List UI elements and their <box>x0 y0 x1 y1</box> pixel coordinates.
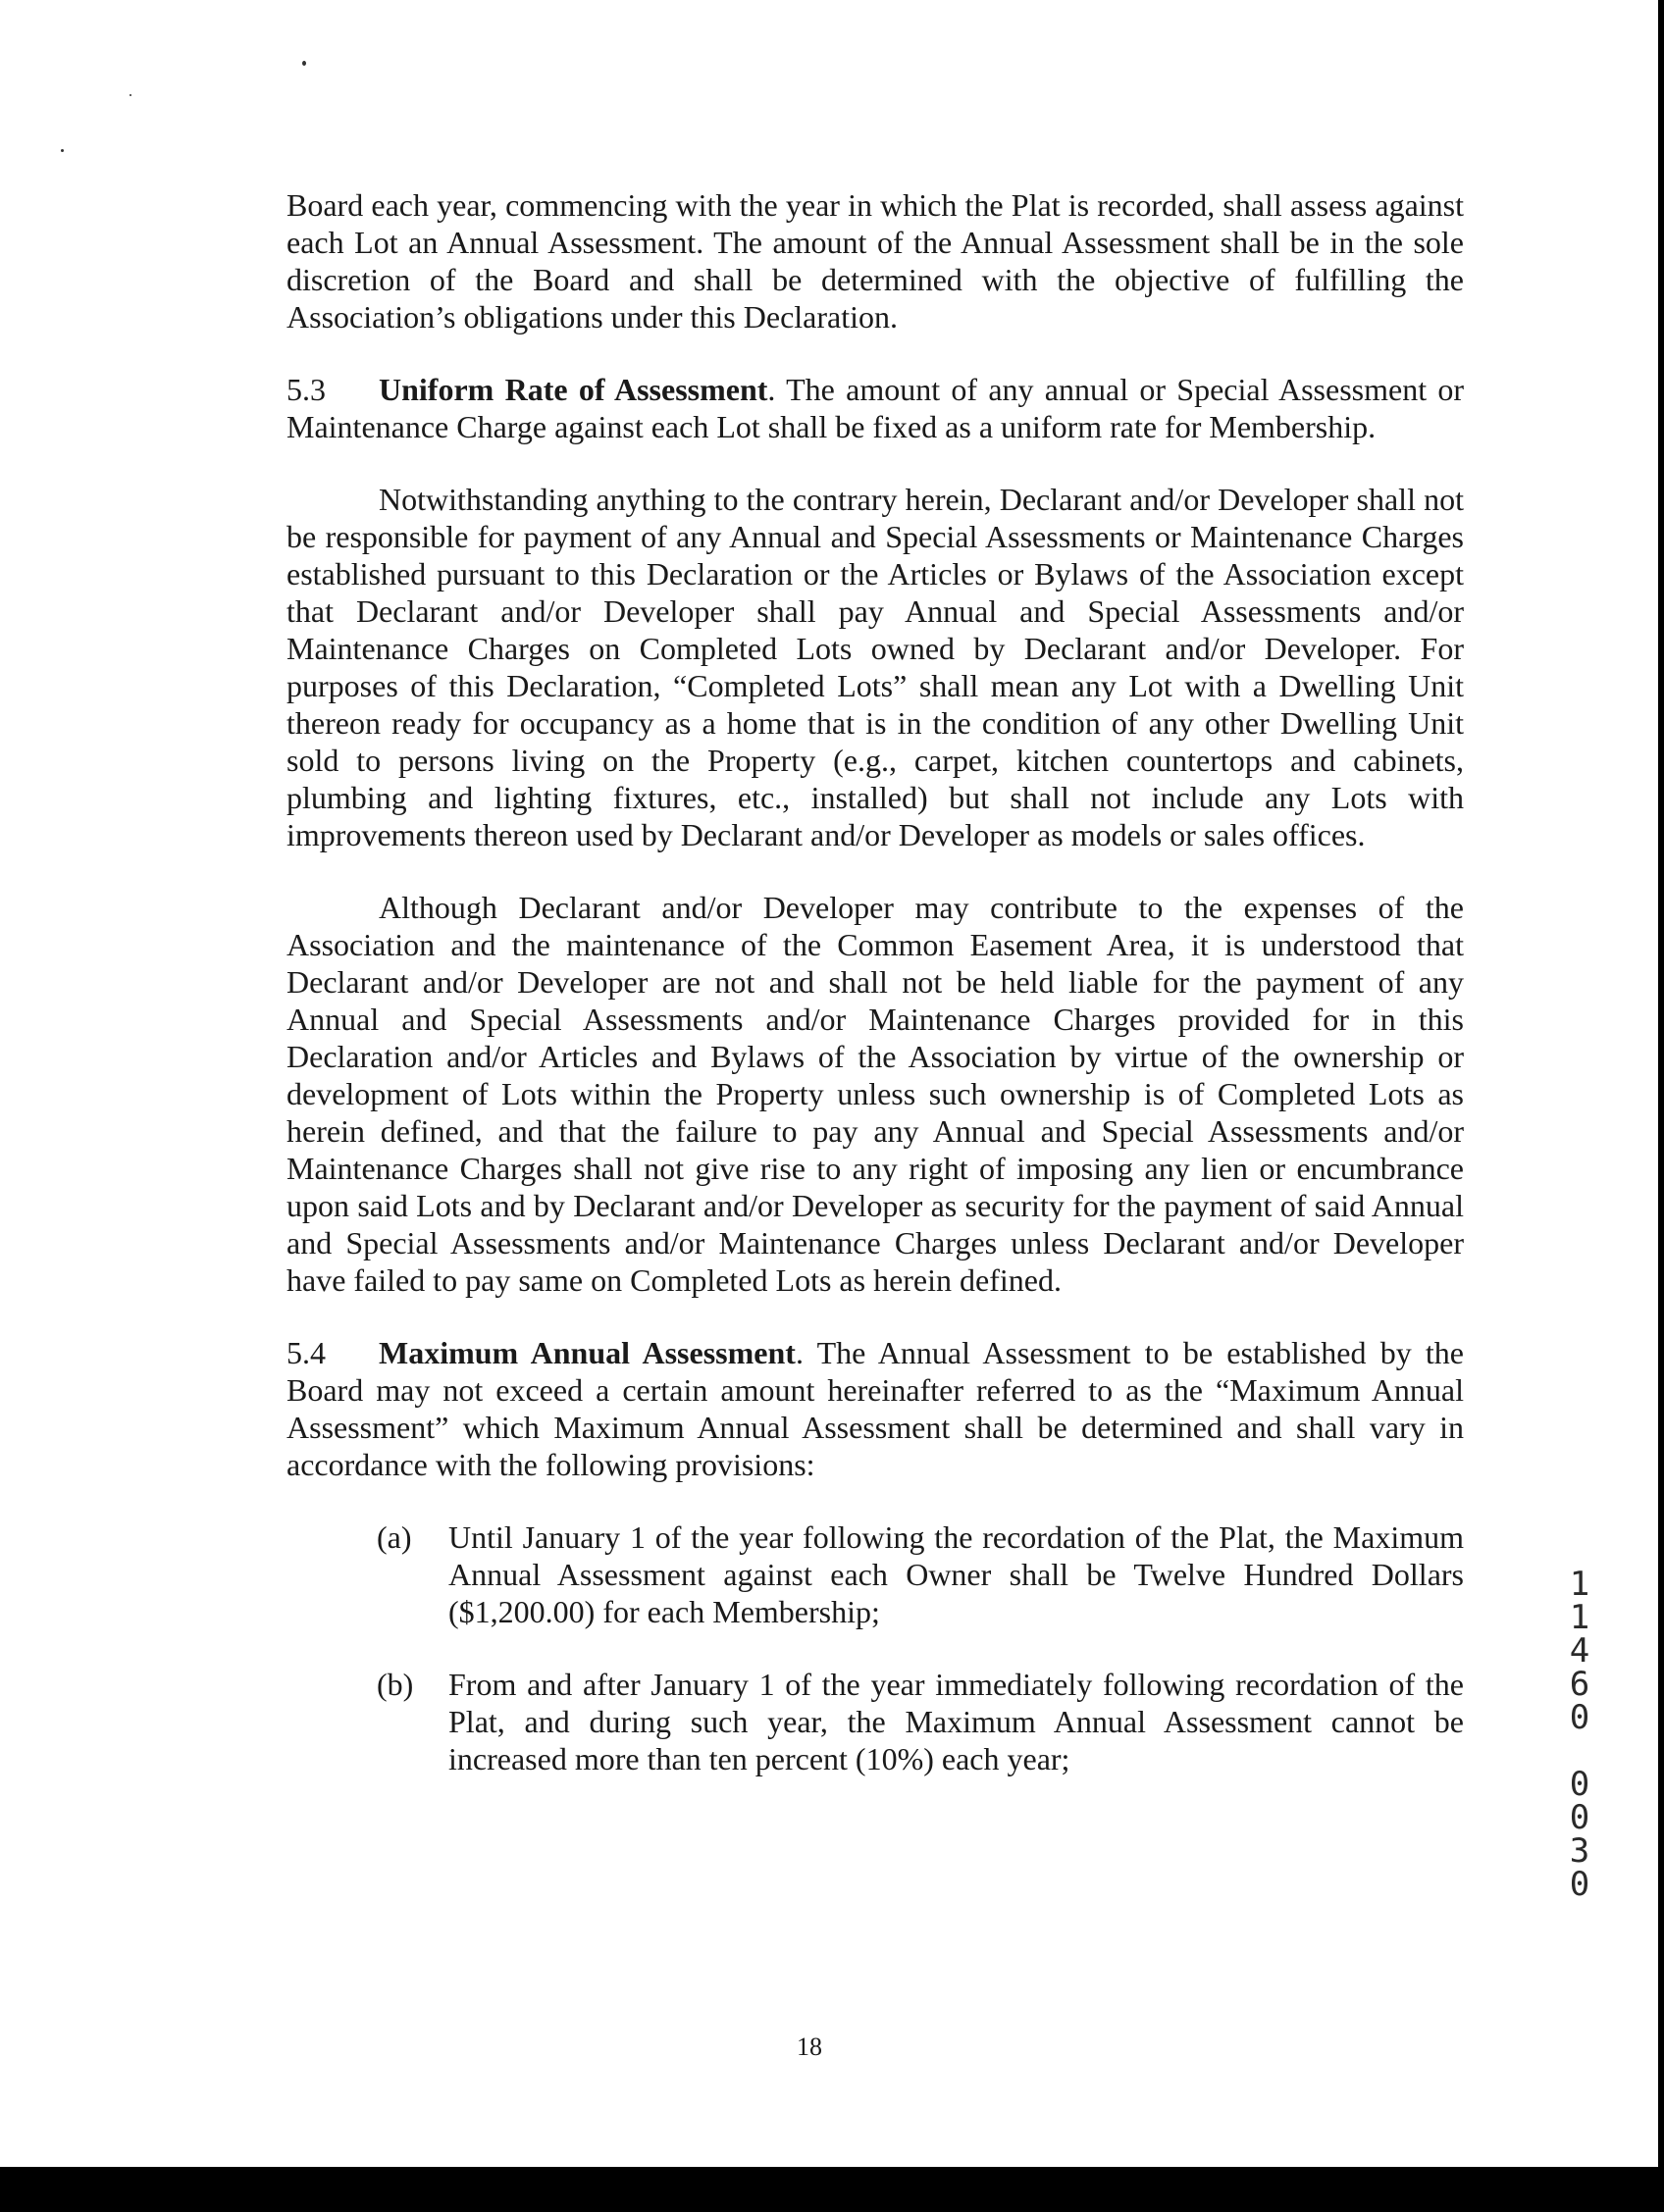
scan-speck <box>61 149 64 152</box>
provision-a-text: Until January 1 of the year following the recordation of the Plat, the Maximum Annual Assessment against each Owner shall be Twelve Hundred Dollars ($1,200.00) for each Membership; <box>448 1519 1464 1629</box>
paragraph-notwithstanding: Notwithstanding anything to the contrary herein, Declarant and/or Developer shall not be responsible for payment of any Annual and Special Assessments or Maintenance Charges established pursuant to this Declaration or the Articles or Bylaws of the Association except that Declarant and/or Developer shall pay Annual and Special Assessments and/or Maintenance Charges on Completed Lots owned by Declarant and/or Developer. For purposes of this Declaration, “Completed Lots” shall mean any Lot with a Dwelling Unit thereon ready for occupancy as a home that is in the condition of any other Dwelling Unit sold to persons living on the Property (e.g., carpet, kitchen countertops and cabinets, plumbing and lighting fixtures, etc., installed) but shall not include any Lots with improvements thereon used by Declarant and/or Developer as models or sales offices. <box>286 482 1464 852</box>
section-5-3-heading: Uniform Rate of Assessment <box>379 372 768 407</box>
paragraph-although: Although Declarant and/or Developer may contribute to the expenses of the Association and the maintenance of the Common Easement Area, it is understood that Declarant and/or Developer are not and shall not be held liable for the payment of any Annual and Special Assessments and/or Maintenance Charges provided for in this Declaration and/or Articles and Bylaws of the Association by virtue of the ownership or development of Lots within the Property unless such ownership is of Completed Lots as herein defined, and that the failure to pay any Annual and Special Assessments and/or Maintenance Charges shall not give rise to any right of imposing any lien or encumbrance upon said Lots and by Declarant and/or Developer as security for the payment of said Annual and Special Assessments and/or Maintenance Charges unless Declarant and/or Developer have failed to pay same on Completed Lots as herein defined. <box>286 890 1464 1298</box>
section-5-4-text: . The Annual Assessment to be established by the Board may not exceed a certain amount hereinafter referred to as the “Maximum Annual Assessment” which Maximum Annual Assessment shall be determined and shall vary in accordance with the following provisions: <box>286 1335 1465 1482</box>
page-number: 18 <box>797 2032 822 2061</box>
document-body <box>286 186 1464 1813</box>
margin-stamp-lower: 0030 <box>1569 1765 1590 1904</box>
section-5-3 <box>286 371 1464 445</box>
section-5-4 <box>286 1334 1464 1483</box>
section-5-4-heading: Maximum Annual Assessment <box>379 1335 796 1370</box>
scan-speck <box>302 61 306 66</box>
section-5-3-text: . The amount of any annual or Special Assessment or Maintenance Charge against each Lot shall be fixed as a uniform rate for Membership. <box>286 372 1465 444</box>
scan-speck <box>130 94 131 96</box>
provision-b-text: From and after January 1 of the year immediately following recordation of the Plat, and during such year, the Maximum Annual Assessment cannot be increased more than ten percent (10%) each year; <box>448 1667 1464 1776</box>
provision-a <box>286 1518 1464 1630</box>
section-5-3-number: 5.3 <box>286 372 326 407</box>
scan-border-right <box>1658 0 1664 2212</box>
provision-a-label: (a) <box>377 1519 412 1555</box>
provision-b <box>286 1666 1464 1777</box>
paragraph-board-assessment: Board each year, commencing with the year in which the Plat is recorded, shall assess against each Lot an Annual Assessment. The amount of the Annual Assessment shall be in the sole discretion of the Board and shall be determined with the objective of fulfilling the Association’s obligations under this Declaration. <box>286 187 1464 334</box>
section-5-4-number: 5.4 <box>286 1335 326 1370</box>
provision-b-label: (b) <box>377 1667 414 1702</box>
scan-border-bottom <box>0 2167 1664 2212</box>
margin-stamp-upper: 11460 <box>1569 1565 1590 1737</box>
